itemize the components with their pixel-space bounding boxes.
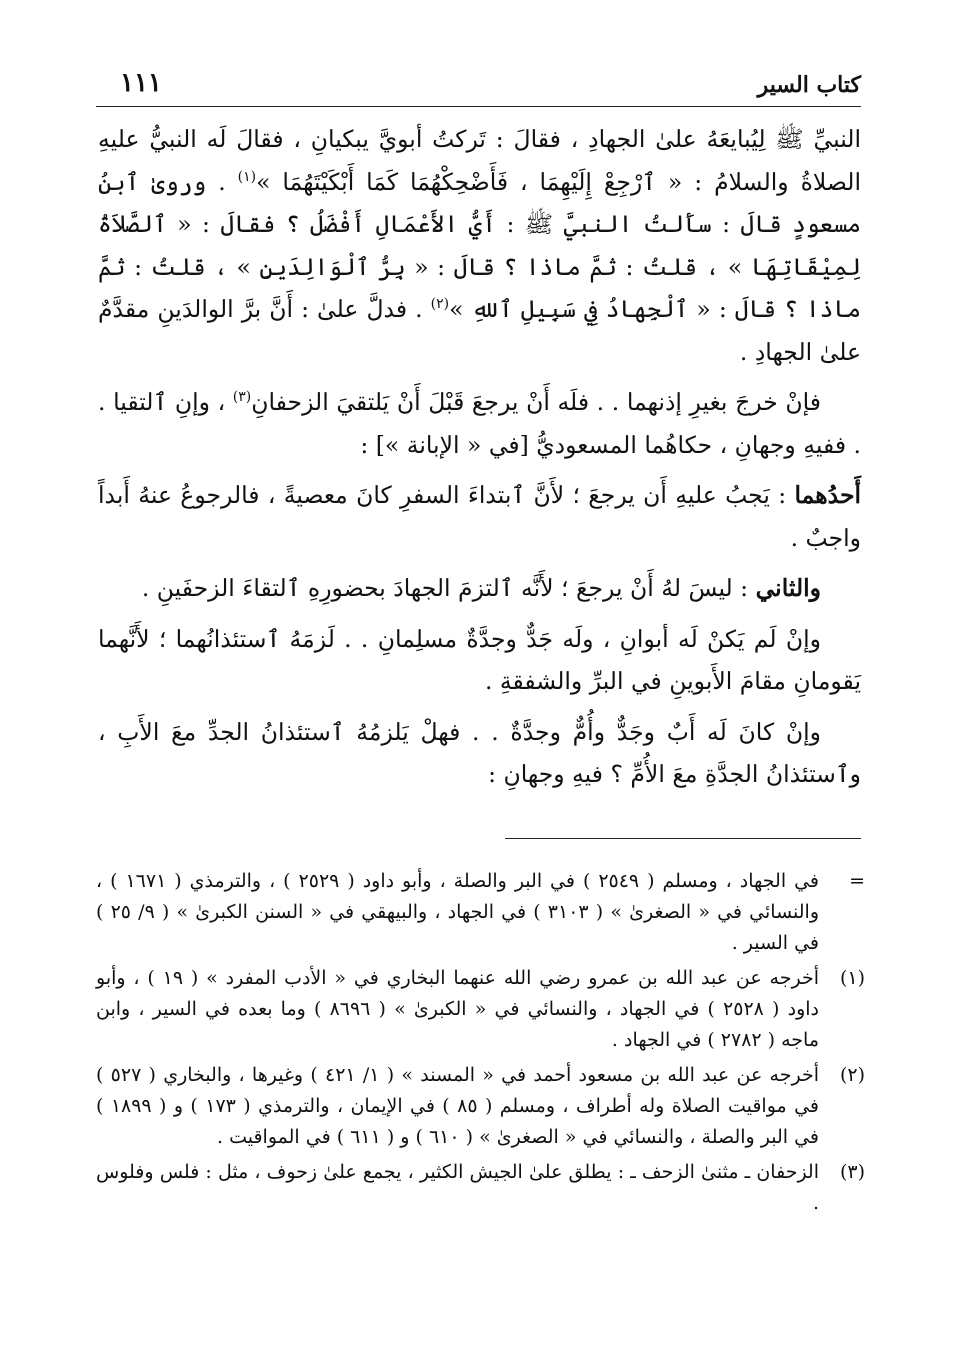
paragraph-lead: والثاني <box>755 574 821 602</box>
paragraph-5 <box>98 618 861 703</box>
footnote-3 <box>96 1157 865 1219</box>
page-number: ١١١ <box>120 68 162 98</box>
paragraph-text: . فدلَّ علىٰ : أَنَّ برَّ الوالدَينِ مقدَّمٌ علىٰ الجهادِ . <box>98 295 861 366</box>
footnotes <box>96 866 865 1223</box>
paragraph-1 <box>98 118 861 373</box>
footnote-ref-2: (٢) <box>430 296 450 313</box>
footnote-marker: (٣) <box>839 1161 865 1183</box>
footnote-1 <box>96 963 865 1056</box>
chapter-title: كتاب السير <box>757 72 861 98</box>
footnote-divider <box>505 838 861 839</box>
paragraph-text: وإنْ لَم يَكنْ لَه أبوانِ ، ولَه جَدٌّ وجدَّةٌ مسلِمانِ . . لَزمَهُ ٱستئذانُهما ؛ لأَنَّهما يَقومانِ مقامَ الأَبوينِ في البرِّ والشفقةِ . <box>98 624 861 695</box>
paragraph-text: فإنْ خرجَ بغيرِ إذنهما . . فلَه أَنْ يرجعَ قَبْلَ أَنْ يَلتقيَ الزحفانِ <box>251 388 821 416</box>
footnote-marker: = <box>849 870 865 892</box>
main-text <box>98 118 861 804</box>
paragraph-text: وإنْ كانَ لَه أَبٌ وجَدٌّ وأُمٌّ وجدَّةٌ . . فهلْ يَلزمُهُ ٱستئذانُ الجدِّ معَ الأَبِ ، وٱستئذانُ الجدَّةِ معَ الأُمِّ ؟ فيهِ وجهانِ : <box>98 717 861 788</box>
paragraph-2 <box>98 381 861 466</box>
paragraph-4 <box>98 567 861 610</box>
footnote-text: أخرجه عن عبد الله بن عمرو رضي الله عنهما البخاري في « الأدب المفرد » ( ١٩ ) ، وأبو داود ( ٢٥٢٨ ) في الجهاد ، والنسائي في « الكبرىٰ » ( ٨٦٩٦ ) وما بعده في السير ، وابن ماجه ( ٢٧٨٢ ) في الجهاد . <box>96 967 819 1051</box>
paragraph-text: : يَجبُ عليهِ أَن يرجعَ ؛ لأَنَّ ٱبتداءَ السفرِ كانَ معصيةً ، فالرجوعُ عنهُ أَبداً واجبٌ . <box>98 481 861 552</box>
footnote-marker: (١) <box>839 967 865 989</box>
paragraph-lead: أَحدُهما <box>794 481 861 509</box>
paragraph-text: : ليسَ لهُ أَنْ يرجعَ ؛ لأَنَّه ٱلتزمَ الجهادَ بحضورِهِ ٱلتقاءَ الزحفَينِ . <box>141 574 756 602</box>
paragraph-text: ، وإنِ ٱلتقيا . . ففيهِ وجهانِ ، حكاهُما المسعوديُّ [في « الإبانة »] : <box>98 388 861 459</box>
paragraph-3 <box>98 474 861 559</box>
footnote-text: في الجهاد ، ومسلم ( ٢٥٤٩ ) في البر والصلة ، وأبو داود ( ٢٥٢٩ ) ، والترمذي ( ١٦٧١ ) ، والنسائي في « الصغرىٰ » ( ٣١٠٣ ) في الجهاد ، والبيهقي في « السنن الكبرىٰ » ( ٩/ ٢٥ ) في السير . <box>96 870 820 954</box>
footnote-ref-3: (٣) <box>232 389 252 406</box>
footnote-2 <box>96 1060 865 1153</box>
paragraph-text: النبيِّ ﷺ لِيُبايعَهُ علىٰ الجهادِ ، فقالَ : تَركتُ أبويَّ يبكيانِ ، فقالَ لَه النبيُّ عليهِ الصلاةُ والسلامُ : « ٱرْجِعْ إِلَيْهِمَا ، فَأَضْحِكْهُمَا كَمَا أَبْكَيْتَهُمَا » <box>98 125 861 196</box>
footnote-text: أخرجه عن عبد الله بن مسعود أحمد في « المسند » ( ١/ ٤٢١ ) وغيرها ، والبخاري ( ٥٢٧ ) في مواقيت الصلاة وله أطراف ، ومسلم ( ٨٥ ) في الإيمان ، والترمذي ( ١٧٣ ) و ( ١٨٩٩ ) في البر والصلة ، والنسائي في « الصغرىٰ » ( ٦١٠ ) و ( ٦١١ ) في المواقيت . <box>96 1064 820 1148</box>
footnote-text: الزحفان ـ مثنىٰ الزحف ـ : يطلق علىٰ الجيش الكثير ، يجمع علىٰ زحوف ، مثل : فلس وفلوس . <box>96 1161 819 1214</box>
footnote-continuation <box>96 866 865 959</box>
page-header <box>96 66 861 107</box>
footnote-ref-1: (١) <box>237 168 257 185</box>
paragraph-text: . وروىٰ ٱبنُ مسعودٍ قالَ : سأَلتُ النبيَّ ﷺ : أَيُّ الأَعْمَالِ أَفْضَلُ ؟ فقالَ : « ٱلصَّلاَةُ لِمِيْقَاتِهَا » ، قلتُ : ثمَّ ماذا ؟ قالَ : « بِرُّ ٱلْوَالِدَينِ » ، قلتُ : ثمَّ ماذا ؟ قالَ : « ٱلْجِهادُ فِي سَبِيلِ ٱللهِ » <box>98 167 861 323</box>
footnote-marker: (٢) <box>839 1064 865 1086</box>
paragraph-6 <box>98 711 861 796</box>
